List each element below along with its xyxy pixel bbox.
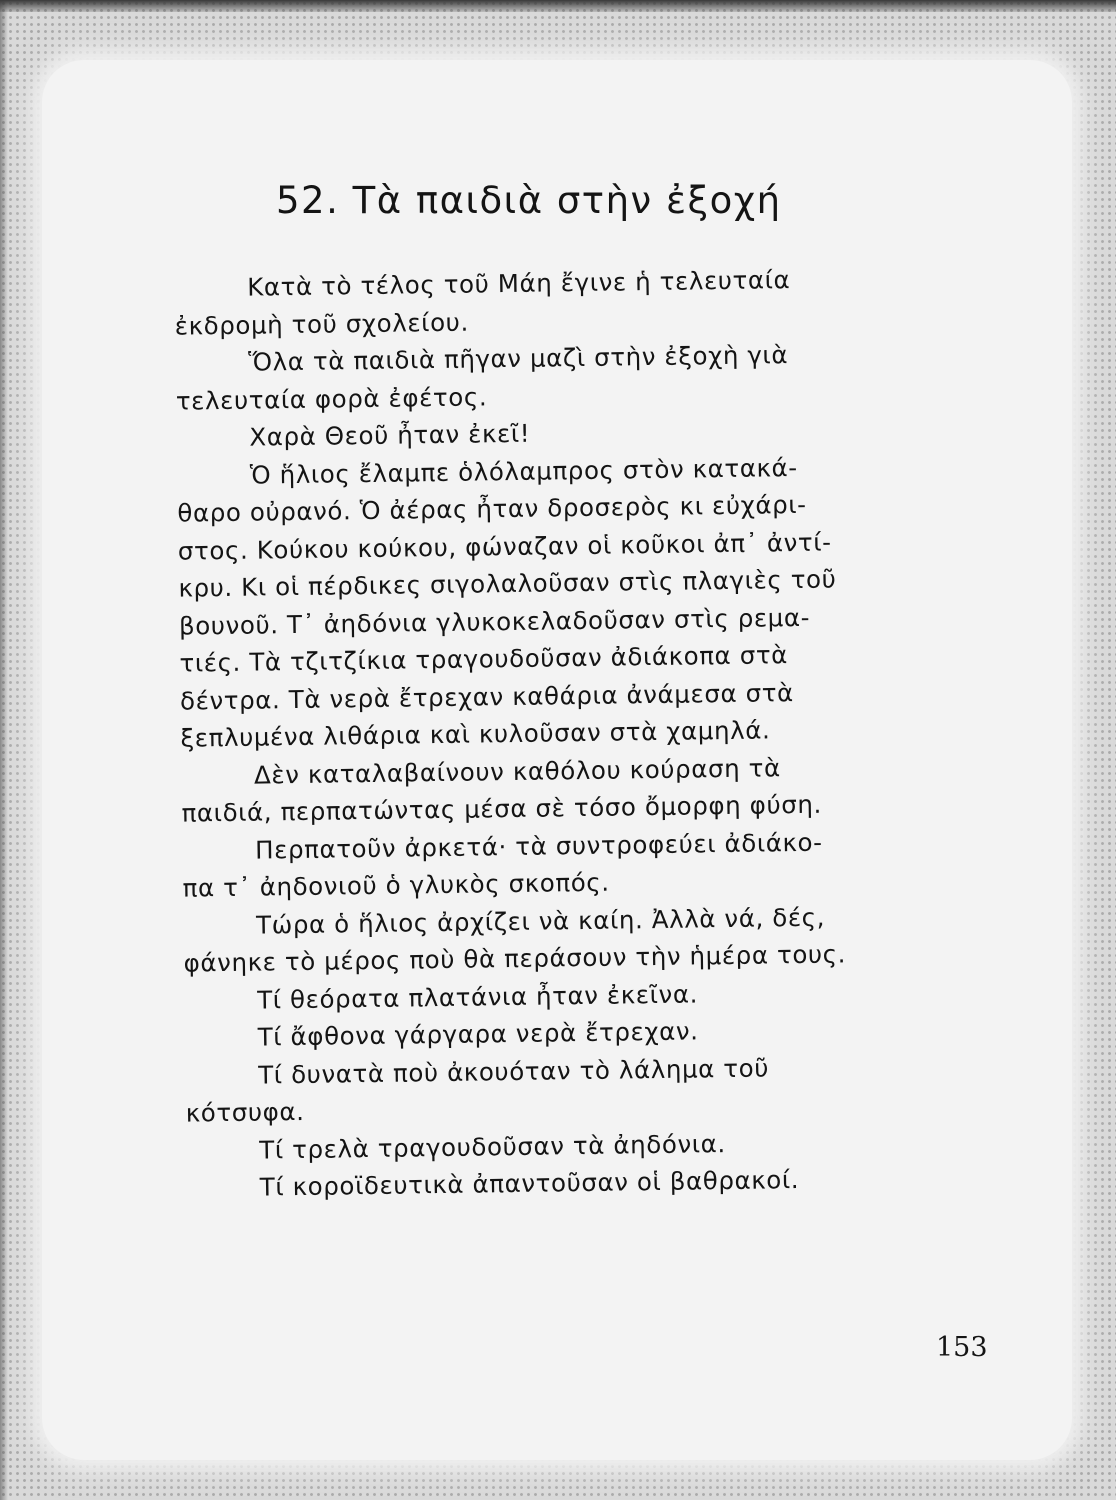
chapter-text [152, 258, 995, 1207]
text-line: Δὲν καταλαβαίνουν καθόλου κούραση τὰ [253, 752, 781, 790]
text-line: Τί ἄφθονα γάργαρα νερὰ ἔτρεχαν. [257, 1016, 699, 1052]
text-line: κότσυφα. [185, 1096, 305, 1128]
page-top-edge [0, 0, 1116, 12]
text-line: φάνηκε τὸ μέρος ποὺ θὰ περάσουν τὴν ἡμέρα τους. [183, 939, 847, 978]
text-line: Τί δυνατὰ ποὺ ἀκουόταν τὸ λάλημα τοῦ [258, 1052, 770, 1090]
text-line: Χαρὰ Θεοῦ ἦταν ἐκεῖ! [249, 418, 531, 452]
text-line: πα τ᾽ ἀηδονιοῦ ὁ γλυκὸς σκοπός. [182, 867, 610, 903]
text-line: Κατὰ τὸ τέλος τοῦ Μάη ἔγινε ἡ τελευταία [247, 265, 791, 302]
text-line: Τώρα ὁ ἥλιος ἀρχίζει νὰ καίη. Ἀλλὰ νά, δές, [255, 902, 826, 940]
text-line: στος. Κούκου κούκου, φώναζαν οἱ κοῦκοι ἀπ᾽ ἀντί- [177, 527, 832, 566]
text-line: θαρο οὐρανό. Ὁ ἀέρας ἦταν δροσερὸς κι εὐχάρι- [177, 489, 807, 528]
text-line: τελευταία φορὰ ἐφέτος. [175, 381, 488, 416]
text-line: βουνοῦ. Τ᾽ ἀηδόνια γλυκοκελαδοῦσαν στὶς ρεμα- [178, 602, 811, 641]
text-line: παιδιά, περπατώντας μέσα σὲ τόσο ὄμορφη φύση. [181, 789, 823, 828]
text-line: Τί κοροϊδευτικὰ ἀπαντοῦσαν οἱ βαθρακοί. [259, 1165, 800, 1202]
text-line: κρυ. Κι οἱ πέρδικες σιγολαλοῦσαν στὶς πλαγιὲς τοῦ [178, 564, 837, 603]
text-line: ξεπλυμένα λιθάρια καὶ κυλοῦσαν στὰ χαμηλά. [180, 715, 771, 753]
text-line: Ὁ ἥλιος ἔλαμπε ὁλόλαμπρος στὸν κατακά- [249, 452, 798, 490]
page-left-edge [0, 0, 8, 1500]
text-line: Ὅλα τὰ παιδιὰ πῆγαν μαζὶ στὴν ἐξοχὴ γιὰ [248, 340, 789, 377]
text-line: Τί τρελὰ τραγουδοῦσαν τὰ ἀηδόνια. [259, 1128, 726, 1165]
chapter-title: 52. Τὰ παιδιὰ στὴν ἐξοχή [276, 179, 782, 222]
text-line: Τί θεόρατα πλατάνια ἦταν ἐκεῖνα. [256, 978, 699, 1015]
text-line: δέντρα. Τὰ νερὰ ἔτρεχαν καθάρια ἀνάμεσα στὰ [179, 677, 795, 716]
text-line: Περπατοῦν ἀρκετά· τὰ συντροφεύει ἀδιάκο- [254, 827, 823, 865]
text-line: ἐκδρομὴ τοῦ σχολείου. [174, 307, 470, 341]
text-line: τιές. Τὰ τζιτζίκια τραγουδοῦσαν ἀδιάκοπα στὰ [179, 640, 789, 678]
page-number: 153 [936, 1332, 988, 1363]
